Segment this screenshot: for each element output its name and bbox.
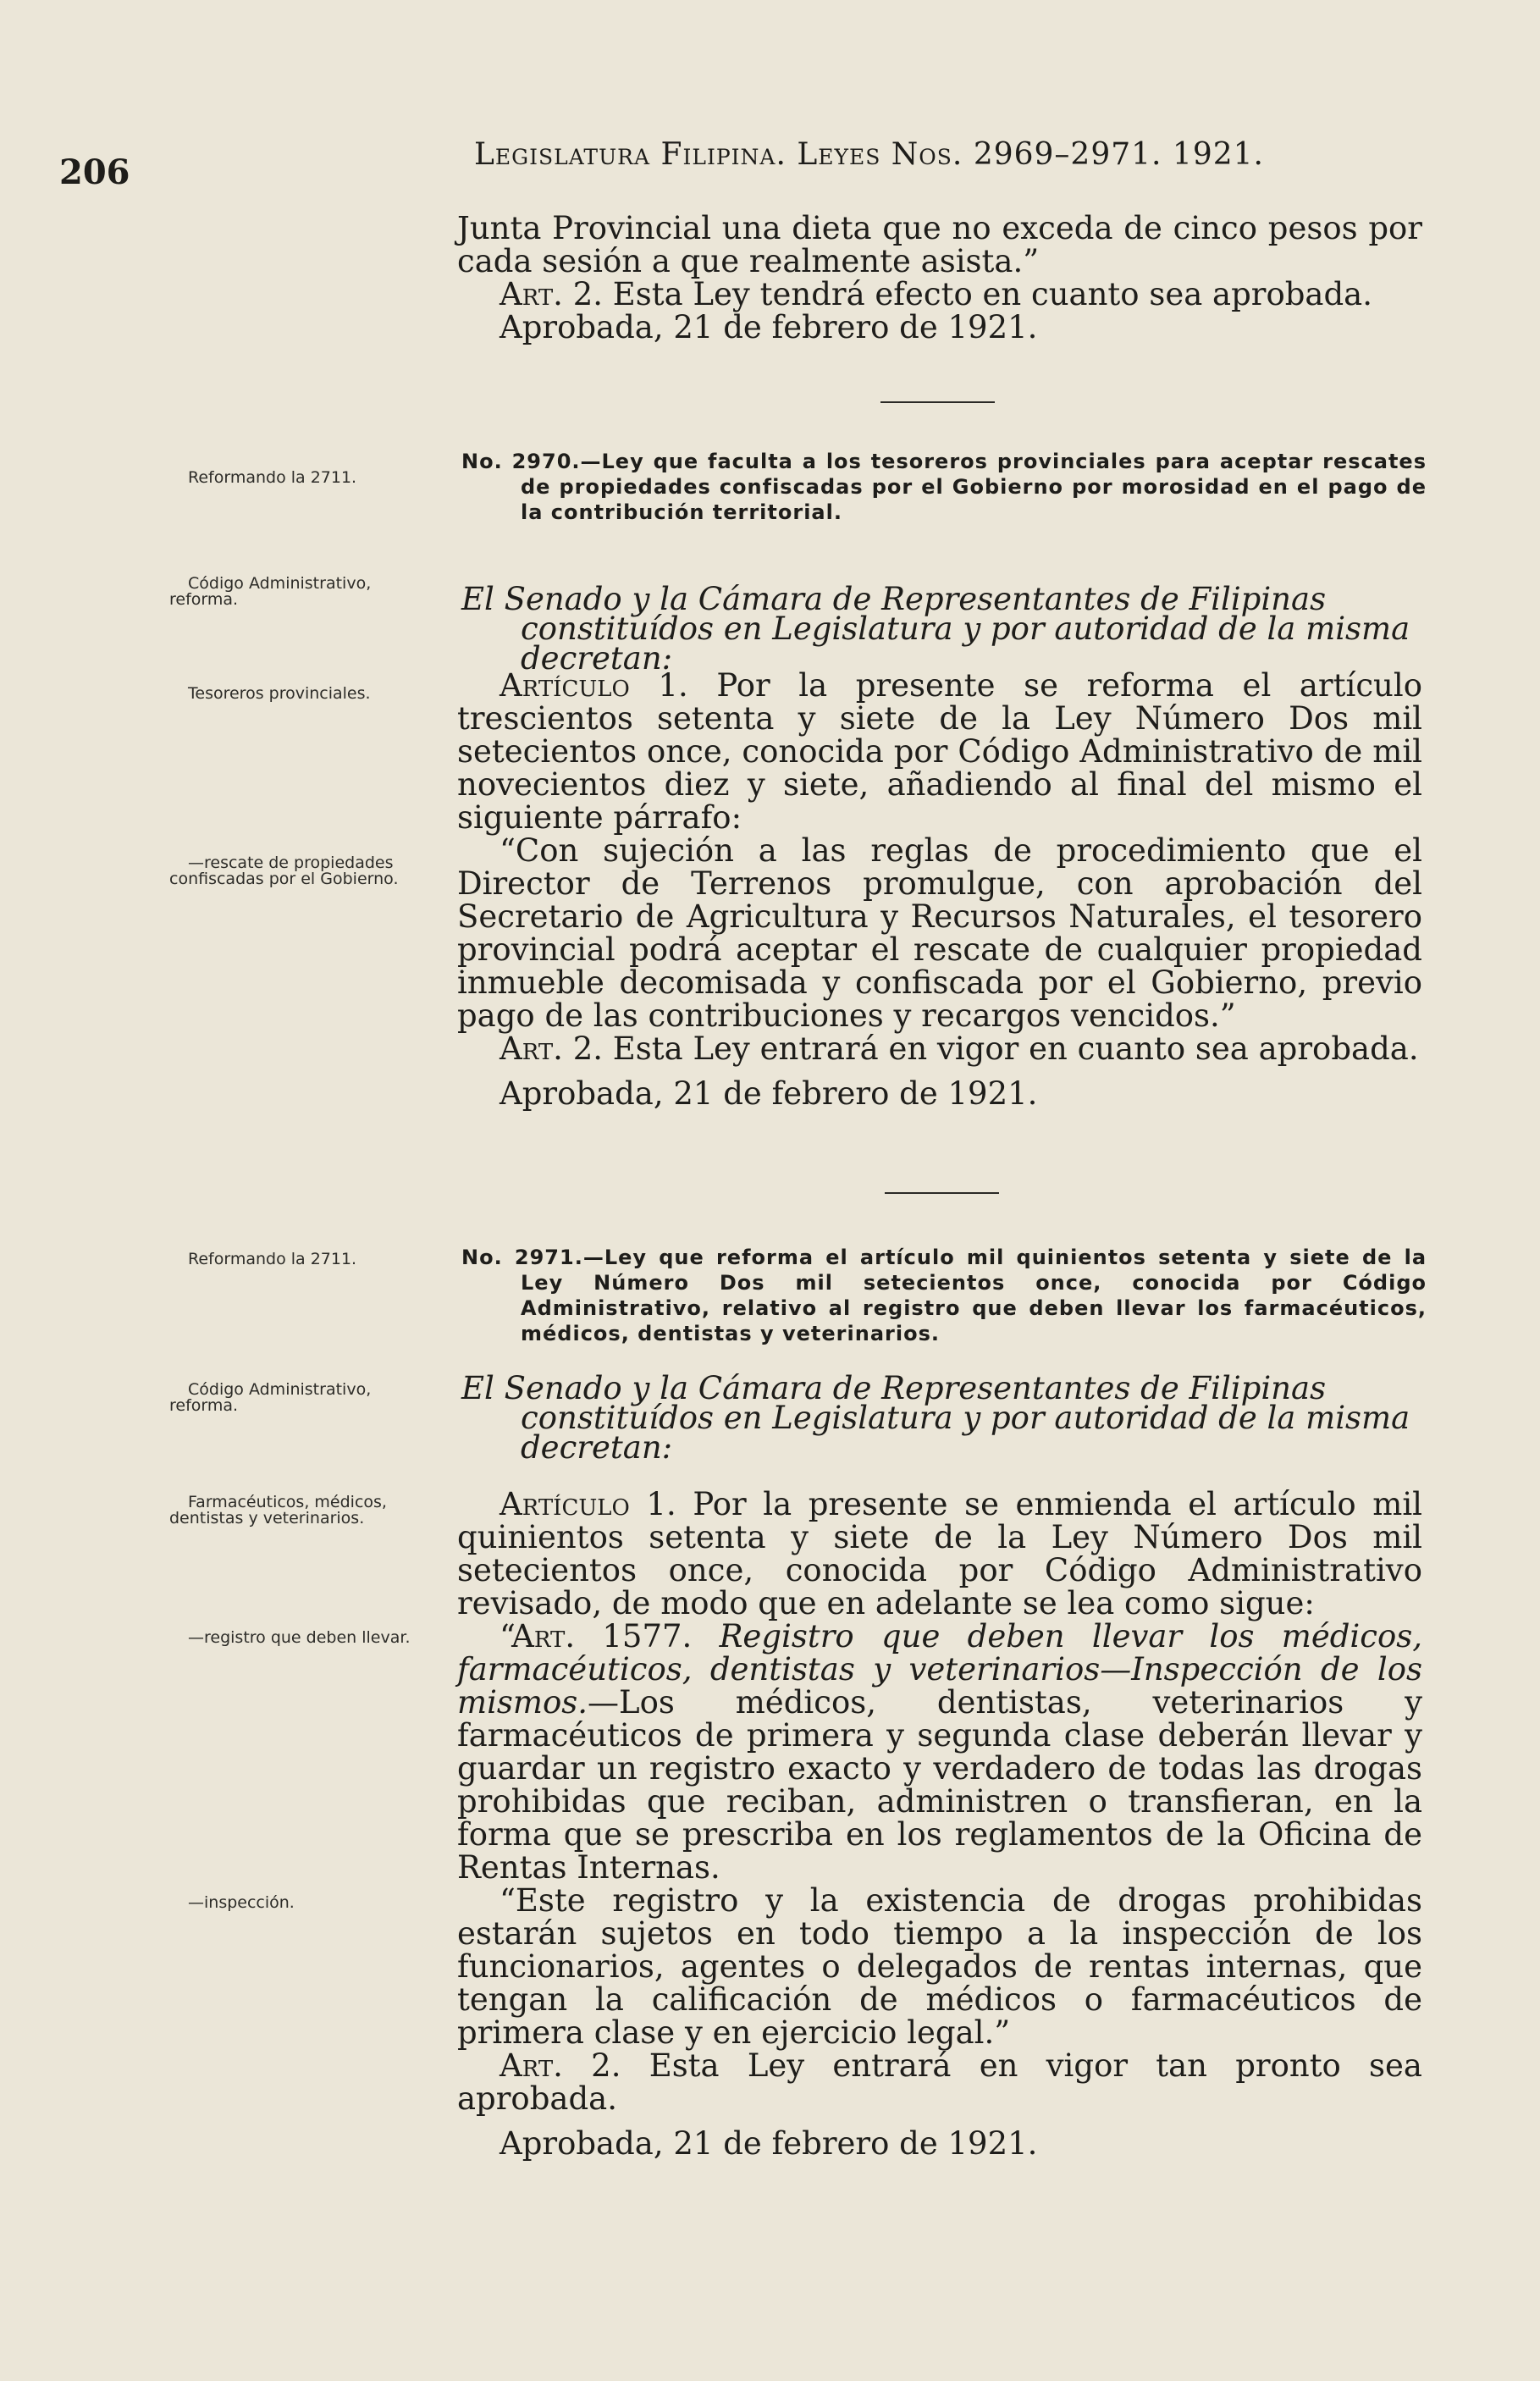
law-number-label: No. [461, 1246, 503, 1269]
law-2970-title: —Ley que faculta a los tesoreros provinciales para aceptar rescates de propiedades confiscadas por el Gobierno por morosidad en el pago de la contribución territorial. [521, 450, 1427, 524]
law-2971-approval-date: Aprobada, 21 de febrero de 1921. [500, 2125, 1038, 2162]
margin-note-inspeccion: —inspección. [188, 1893, 295, 1912]
margin-note-tesoreros: Tesoreros provinciales. [188, 684, 371, 703]
law-number-label: No. [461, 450, 503, 473]
margin-note-farmaceuticos: Farmacéuticos, médicos, dentistas y veterinarios. [169, 1493, 387, 1527]
article-label: Artículo 1. [500, 1486, 676, 1522]
law-2971-article-1 [457, 1488, 1422, 1620]
margin-note-reformando: Reformando la 2711. [188, 468, 357, 487]
page-number: 206 [59, 152, 130, 192]
article-heading: Registro que deben llevar los médicos, farmacéuticos, dentistas y veterinarios—Inspección de los mismos. [457, 1618, 1423, 1721]
section-divider [885, 1192, 999, 1194]
law-2970-approval-date: Aprobada, 21 de febrero de 1921. [500, 1075, 1038, 1112]
law-2970-body [457, 669, 1422, 1110]
margin-note-codigo: Código Administrativo, reforma. [169, 1380, 372, 1415]
article-label: “Art. 1577. [500, 1618, 693, 1655]
law-2971-article-2 [457, 2049, 1422, 2115]
law-2971-body [457, 1488, 1422, 2160]
law-2970-title-block [461, 449, 1427, 525]
margin-note-codigo: Código Administrativo, reforma. [169, 574, 372, 609]
law-2970-enacting-clause: El Senado y la Cámara de Representantes de Filipinas constituídos en Legislatura y por autoridad de la misma decretan: [461, 581, 1410, 677]
law-2971-enacting-clause: El Senado y la Cámara de Representantes de Filipinas constituídos en Legislatura y por autoridad de la misma decretan: [461, 1370, 1410, 1466]
margin-note-registro: —registro que deben llevar. [188, 1628, 411, 1647]
law-2970-article-1 [457, 669, 1422, 834]
article-label: Artículo 1. [500, 667, 688, 704]
article-text: Por la presente se reforma el artículo trescientos setenta y siete de la Ley Número Dos mil setecientos once, conocida por Código Administrativo de mil novecientos diez y siete, añadiendo al final del mismo el siguiente párrafo: [457, 667, 1422, 836]
law-2971-title-block [461, 1245, 1427, 1346]
article-text: Esta Ley entrará en vigor tan pronto sea aprobada. [457, 2047, 1422, 2117]
margin-note-reformando: Reformando la 2711. [188, 1250, 357, 1268]
law-2969-ending [457, 212, 1422, 344]
article-text: —Los médicos, dentistas, veterinarios y farmacéuticos de primera y segunda clase deberán llevar y guardar un registro exacto y verdadero de todas las drogas prohibidas que reciban, administren o transfieran, en la forma que se prescriba en los reglamentos de la Oficina de Rentas Internas. [457, 1684, 1422, 1886]
law-number: 2970. [511, 450, 581, 473]
law-2971-inspection-paragraph: “Este registro y la existencia de drogas prohibidas estarán sujetos en todo tiempo a la inspección de los funcionarios, agentes o delegados de rentas internas, que tengan la calificación de médicos o farmacéuticos de primera clase y en ejercicio legal.” [457, 1882, 1422, 2051]
section-divider [880, 401, 995, 403]
running-head: Legislatura Filipina. Leyes Nos. 2969–2971. 1921. [474, 137, 1264, 172]
law-2971-article-1577 [457, 1620, 1422, 1884]
article-label: Art. 2. [500, 1030, 604, 1067]
article-text: Por la presente se enmienda el artículo mil quinientos setenta y siete de la Ley Número Dos mil setecientos once, conocida por Código Administrativo revisado, de modo que en adelante se lea como sigue: [457, 1486, 1423, 1621]
law-number: 2971. [514, 1246, 583, 1269]
article-text: Esta Ley entrará en vigor en cuanto sea aprobada. [612, 1030, 1419, 1067]
law-2969-approval-date: Aprobada, 21 de febrero de 1921. [500, 309, 1038, 345]
article-text: Esta Ley tendrá efecto en cuanto sea aprobada. [612, 276, 1372, 312]
law-2970-article-2 [457, 1032, 1422, 1065]
margin-note-rescate: —rescate de propiedades confiscadas por el Gobierno. [169, 854, 399, 888]
article-label: Art. 2. [500, 276, 604, 312]
law-2969-article-2 [457, 278, 1422, 311]
law-2969-closing-paragraph: Junta Provincial una dieta que no exceda de cinco pesos por cada sesión a que realmente asista.” [457, 210, 1422, 279]
law-2971-title: —Ley que reforma el artículo mil quinientos setenta y siete de la Ley Número Dos mil setecientos once, conocida por Código Administrativo, relativo al registro que deben llevar los farmacéuticos, médicos, dentistas y veterinarios. [521, 1246, 1427, 1345]
article-label: Art. 2. [500, 2047, 621, 2084]
law-2970-quoted-paragraph: “Con sujeción a las reglas de procedimiento que el Director de Terrenos promulgue, con aprobación del Secretario de Agricultura y Recursos Naturales, el tesorero provincial podrá aceptar el rescate de cualquier propiedad inmueble decomisada y confiscada por el Gobierno, previo pago de las contribuciones y recargos vencidos.” [457, 832, 1422, 1034]
